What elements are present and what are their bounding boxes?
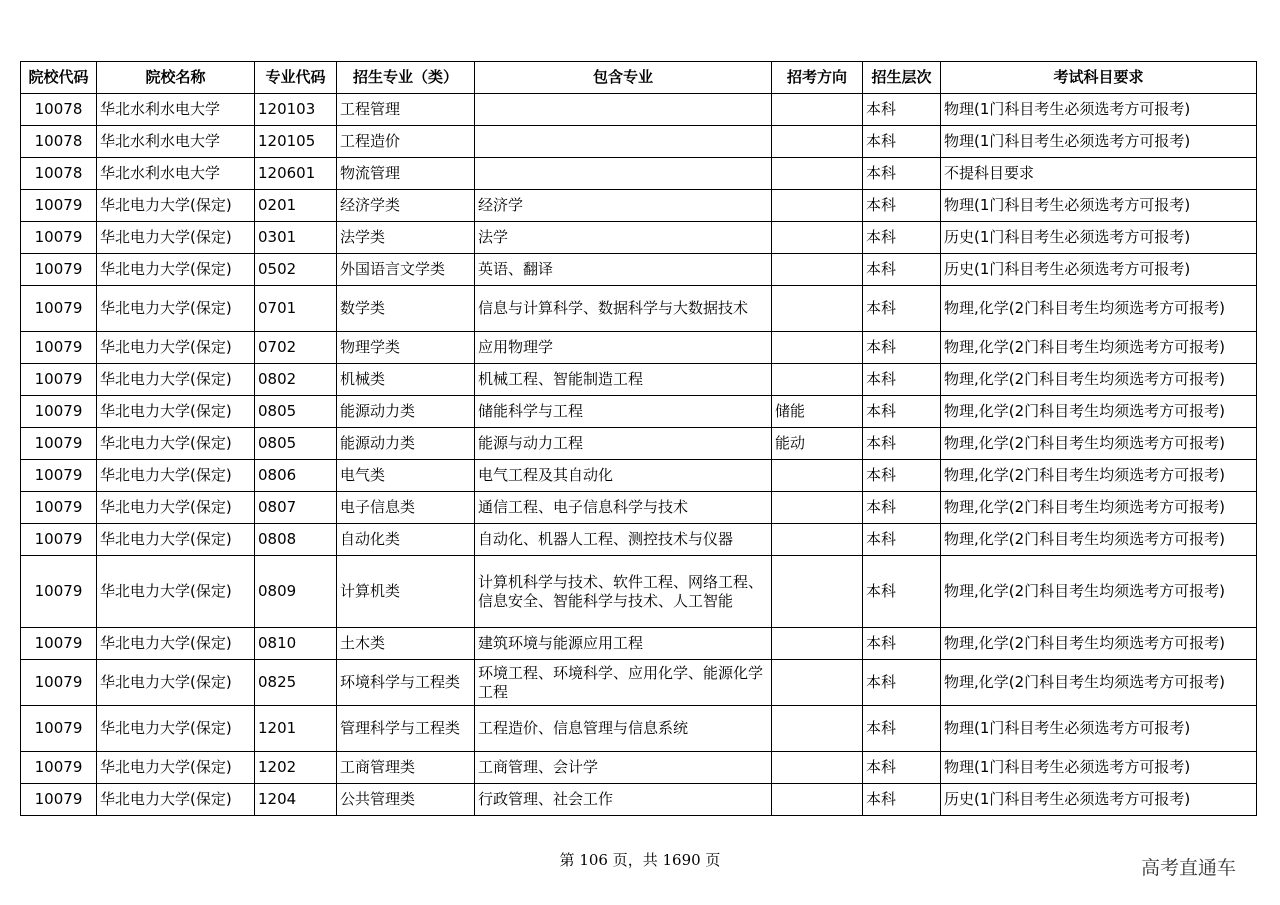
cell-school: 华北电力大学(保定): [97, 254, 255, 286]
cell-includes: 通信工程、电子信息科学与技术: [475, 492, 772, 524]
cell-includes: 经济学: [475, 190, 772, 222]
header-cell: 招考方向: [772, 62, 863, 94]
cell-requirement: 物理,化学(2门科目考生均须选考方可报考): [941, 556, 1257, 628]
cell-requirement: 物理,化学(2门科目考生均须选考方可报考): [941, 628, 1257, 660]
cell-school: 华北电力大学(保定): [97, 628, 255, 660]
header-cell: 院校名称: [97, 62, 255, 94]
cell-major: 能源动力类: [337, 428, 475, 460]
cell-includes: 计算机科学与技术、软件工程、网络工程、信息安全、智能科学与技术、人工智能: [475, 556, 772, 628]
cell-requirement: 物理(1门科目考生必须选考方可报考): [941, 94, 1257, 126]
cell-major: 自动化类: [337, 524, 475, 556]
cell-requirement: 物理(1门科目考生必须选考方可报考): [941, 706, 1257, 752]
cell-requirement: 物理,化学(2门科目考生均须选考方可报考): [941, 396, 1257, 428]
cell-code: 10079: [21, 752, 97, 784]
admission-table: [20, 61, 1257, 816]
cell-code: 10079: [21, 784, 97, 816]
cell-school: 华北电力大学(保定): [97, 222, 255, 254]
cell-major-code: 0802: [255, 364, 337, 396]
cell-requirement: 物理,化学(2门科目考生均须选考方可报考): [941, 332, 1257, 364]
cell-requirement: 物理,化学(2门科目考生均须选考方可报考): [941, 660, 1257, 706]
cell-direction: [772, 364, 863, 396]
cell-requirement: 历史(1门科目考生必须选考方可报考): [941, 222, 1257, 254]
cell-direction: [772, 286, 863, 332]
cell-school: 华北电力大学(保定): [97, 460, 255, 492]
cell-school: 华北电力大学(保定): [97, 396, 255, 428]
cell-code: 10079: [21, 332, 97, 364]
cell-requirement: 物理,化学(2门科目考生均须选考方可报考): [941, 428, 1257, 460]
table-row: [21, 190, 1257, 222]
cell-major: 物理学类: [337, 332, 475, 364]
cell-direction: [772, 126, 863, 158]
header-cell: 考试科目要求: [941, 62, 1257, 94]
cell-level: 本科: [863, 286, 941, 332]
cell-major-code: 0702: [255, 332, 337, 364]
cell-major-code: 0806: [255, 460, 337, 492]
cell-includes: 能源与动力工程: [475, 428, 772, 460]
header-cell: 院校代码: [21, 62, 97, 94]
cell-direction: [772, 660, 863, 706]
cell-level: 本科: [863, 628, 941, 660]
cell-level: 本科: [863, 94, 941, 126]
cell-direction: [772, 254, 863, 286]
table-row: [21, 286, 1257, 332]
cell-direction: [772, 784, 863, 816]
cell-direction: [772, 158, 863, 190]
cell-code: 10079: [21, 222, 97, 254]
cell-major-code: 0502: [255, 254, 337, 286]
cell-direction: [772, 628, 863, 660]
cell-school: 华北电力大学(保定): [97, 190, 255, 222]
cell-direction: [772, 460, 863, 492]
cell-school: 华北水利水电大学: [97, 126, 255, 158]
cell-major-code: 0825: [255, 660, 337, 706]
cell-school: 华北电力大学(保定): [97, 286, 255, 332]
cell-includes: 电气工程及其自动化: [475, 460, 772, 492]
cell-includes: [475, 158, 772, 190]
cell-includes: 英语、翻译: [475, 254, 772, 286]
cell-major-code: 0810: [255, 628, 337, 660]
cell-includes: 工程造价、信息管理与信息系统: [475, 706, 772, 752]
cell-major: 土木类: [337, 628, 475, 660]
cell-code: 10078: [21, 158, 97, 190]
cell-level: 本科: [863, 524, 941, 556]
cell-level: 本科: [863, 492, 941, 524]
cell-level: 本科: [863, 254, 941, 286]
cell-major-code: 0301: [255, 222, 337, 254]
cell-school: 华北水利水电大学: [97, 158, 255, 190]
cell-major-code: 0805: [255, 428, 337, 460]
header-cell: 招生层次: [863, 62, 941, 94]
cell-includes: 信息与计算科学、数据科学与大数据技术: [475, 286, 772, 332]
table-row: [21, 628, 1257, 660]
cell-level: 本科: [863, 706, 941, 752]
cell-major-code: 120601: [255, 158, 337, 190]
cell-includes: 自动化、机器人工程、测控技术与仪器: [475, 524, 772, 556]
cell-major: 公共管理类: [337, 784, 475, 816]
table-row: [21, 784, 1257, 816]
cell-level: 本科: [863, 784, 941, 816]
header-cell: 专业代码: [255, 62, 337, 94]
cell-major-code: 0201: [255, 190, 337, 222]
cell-code: 10078: [21, 126, 97, 158]
cell-direction: 储能: [772, 396, 863, 428]
cell-code: 10079: [21, 460, 97, 492]
cell-school: 华北电力大学(保定): [97, 492, 255, 524]
cell-major-code: 1201: [255, 706, 337, 752]
cell-direction: [772, 492, 863, 524]
cell-direction: 能动: [772, 428, 863, 460]
table-row: [21, 556, 1257, 628]
header-cell: 包含专业: [475, 62, 772, 94]
page-number: 第 106 页，共 1690 页: [559, 851, 721, 869]
cell-level: 本科: [863, 190, 941, 222]
cell-school: 华北电力大学(保定): [97, 428, 255, 460]
cell-major: 外国语言文学类: [337, 254, 475, 286]
cell-code: 10079: [21, 706, 97, 752]
cell-major: 工程造价: [337, 126, 475, 158]
cell-requirement: 不提科目要求: [941, 158, 1257, 190]
header-cell: 招生专业（类）: [337, 62, 475, 94]
table-row: [21, 706, 1257, 752]
table-row: [21, 364, 1257, 396]
cell-major-code: 0805: [255, 396, 337, 428]
cell-level: 本科: [863, 460, 941, 492]
cell-major: 能源动力类: [337, 396, 475, 428]
cell-major-code: 120105: [255, 126, 337, 158]
cell-level: 本科: [863, 428, 941, 460]
table-row: [21, 332, 1257, 364]
cell-school: 华北电力大学(保定): [97, 364, 255, 396]
cell-code: 10079: [21, 660, 97, 706]
cell-school: 华北电力大学(保定): [97, 332, 255, 364]
cell-code: 10079: [21, 492, 97, 524]
cell-major: 物流管理: [337, 158, 475, 190]
cell-requirement: 物理,化学(2门科目考生均须选考方可报考): [941, 524, 1257, 556]
cell-code: 10079: [21, 396, 97, 428]
watermark: 高考直通车: [1141, 857, 1237, 879]
table-row: [21, 222, 1257, 254]
table-row: [21, 126, 1257, 158]
table-row: [21, 492, 1257, 524]
cell-school: 华北电力大学(保定): [97, 660, 255, 706]
cell-major: 工程管理: [337, 94, 475, 126]
cell-direction: [772, 556, 863, 628]
table-row: [21, 396, 1257, 428]
cell-includes: 机械工程、智能制造工程: [475, 364, 772, 396]
table-row: [21, 752, 1257, 784]
cell-includes: 储能科学与工程: [475, 396, 772, 428]
cell-major: 工商管理类: [337, 752, 475, 784]
cell-school: 华北电力大学(保定): [97, 784, 255, 816]
cell-level: 本科: [863, 660, 941, 706]
cell-requirement: 物理(1门科目考生必须选考方可报考): [941, 126, 1257, 158]
cell-major: 环境科学与工程类: [337, 660, 475, 706]
cell-school: 华北电力大学(保定): [97, 752, 255, 784]
cell-direction: [772, 524, 863, 556]
cell-school: 华北电力大学(保定): [97, 706, 255, 752]
cell-requirement: 物理,化学(2门科目考生均须选考方可报考): [941, 364, 1257, 396]
cell-major-code: 0701: [255, 286, 337, 332]
cell-requirement: 物理,化学(2门科目考生均须选考方可报考): [941, 492, 1257, 524]
cell-includes: 建筑环境与能源应用工程: [475, 628, 772, 660]
cell-school: 华北水利水电大学: [97, 94, 255, 126]
cell-major: 法学类: [337, 222, 475, 254]
table-row: [21, 524, 1257, 556]
cell-major-code: 120103: [255, 94, 337, 126]
cell-level: 本科: [863, 396, 941, 428]
table-row: [21, 460, 1257, 492]
cell-major: 数学类: [337, 286, 475, 332]
table-row: [21, 158, 1257, 190]
cell-direction: [772, 190, 863, 222]
cell-direction: [772, 332, 863, 364]
table-row: [21, 254, 1257, 286]
cell-major: 电气类: [337, 460, 475, 492]
cell-includes: 行政管理、社会工作: [475, 784, 772, 816]
cell-code: 10079: [21, 428, 97, 460]
cell-code: 10079: [21, 254, 97, 286]
table-row: [21, 94, 1257, 126]
cell-school: 华北电力大学(保定): [97, 524, 255, 556]
cell-major: 管理科学与工程类: [337, 706, 475, 752]
cell-major-code: 0807: [255, 492, 337, 524]
cell-requirement: 物理(1门科目考生必须选考方可报考): [941, 752, 1257, 784]
cell-code: 10079: [21, 364, 97, 396]
cell-major: 机械类: [337, 364, 475, 396]
header-row: [21, 62, 1257, 94]
cell-level: 本科: [863, 332, 941, 364]
cell-level: 本科: [863, 752, 941, 784]
cell-includes: 法学: [475, 222, 772, 254]
cell-major-code: 1204: [255, 784, 337, 816]
table-row: [21, 660, 1257, 706]
cell-code: 10079: [21, 286, 97, 332]
cell-includes: 环境工程、环境科学、应用化学、能源化学工程: [475, 660, 772, 706]
cell-level: 本科: [863, 158, 941, 190]
cell-school: 华北电力大学(保定): [97, 556, 255, 628]
cell-major-code: 0809: [255, 556, 337, 628]
cell-major: 经济学类: [337, 190, 475, 222]
cell-major: 电子信息类: [337, 492, 475, 524]
cell-requirement: 物理,化学(2门科目考生均须选考方可报考): [941, 286, 1257, 332]
cell-code: 10079: [21, 556, 97, 628]
cell-requirement: 历史(1门科目考生必须选考方可报考): [941, 784, 1257, 816]
cell-direction: [772, 94, 863, 126]
cell-major-code: 0808: [255, 524, 337, 556]
cell-requirement: 物理(1门科目考生必须选考方可报考): [941, 190, 1257, 222]
cell-major-code: 1202: [255, 752, 337, 784]
cell-includes: 工商管理、会计学: [475, 752, 772, 784]
table-row: [21, 428, 1257, 460]
cell-requirement: 历史(1门科目考生必须选考方可报考): [941, 254, 1257, 286]
cell-direction: [772, 706, 863, 752]
cell-code: 10079: [21, 628, 97, 660]
cell-major: 计算机类: [337, 556, 475, 628]
cell-includes: [475, 94, 772, 126]
cell-direction: [772, 752, 863, 784]
cell-includes: [475, 126, 772, 158]
cell-level: 本科: [863, 364, 941, 396]
cell-code: 10078: [21, 94, 97, 126]
cell-code: 10079: [21, 190, 97, 222]
cell-code: 10079: [21, 524, 97, 556]
cell-level: 本科: [863, 222, 941, 254]
cell-direction: [772, 222, 863, 254]
cell-includes: 应用物理学: [475, 332, 772, 364]
cell-level: 本科: [863, 126, 941, 158]
cell-requirement: 物理,化学(2门科目考生均须选考方可报考): [941, 460, 1257, 492]
cell-level: 本科: [863, 556, 941, 628]
